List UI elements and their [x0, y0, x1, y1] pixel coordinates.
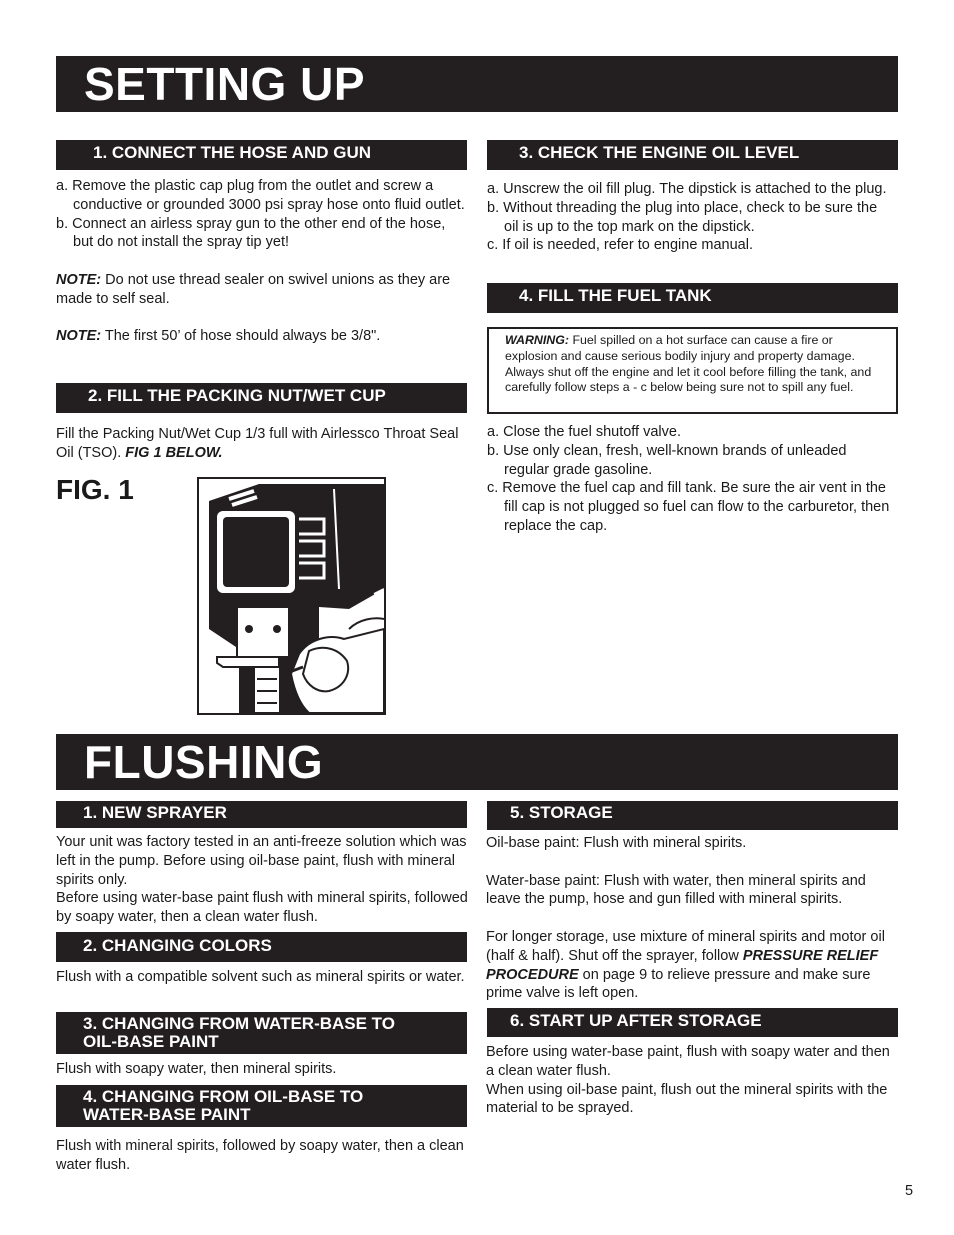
fuel-tank-body	[487, 423, 892, 536]
list-item: a. Remove the plastic cap plug from the outlet and screw a conductive or grounded 3000 psi spray hose onto fluid outlet.	[56, 178, 465, 213]
flushing-title: FLUSHING	[84, 736, 324, 788]
list-item: b. Connect an airless spray gun to the other end of the hose, but do not install the spray tip yet!	[56, 215, 446, 251]
page-number: 5	[905, 1183, 914, 1199]
engine-oil-heading: 3. CHECK THE ENGINE OIL LEVEL	[487, 140, 898, 170]
packing-nut-heading: 2. FILL THE PACKING NUT/WET CUP	[56, 383, 467, 413]
warning-label: WARNING:	[505, 333, 570, 347]
note-thread-sealer: NOTE: Do not use thread sealer on swivel unions as they are made to self seal.	[56, 271, 451, 307]
note-label: NOTE:	[56, 328, 102, 345]
setting-up-banner	[56, 56, 898, 112]
water-to-oil-body: Flush with soapy water, then mineral spirits.	[56, 1061, 337, 1077]
water-to-oil-heading: 3. CHANGING FROM WATER-BASE TO OIL-BASE PAINT	[56, 1012, 467, 1054]
fuel-warning-box	[487, 327, 898, 414]
sprayer-pump-drawing	[199, 479, 384, 713]
connect-hose-body	[56, 177, 468, 346]
list-item: c. Remove the fuel cap and fill tank. Be sure the air vent in the fill cap is not plugged so fuel can flow to the carburetor, then replace the cap.	[487, 480, 890, 534]
changing-colors-heading: 2. CHANGING COLORS	[56, 932, 467, 962]
start-up-heading: 6. START UP AFTER STORAGE	[487, 1008, 898, 1037]
storage-heading: 5. STORAGE	[487, 801, 898, 830]
connect-hose-heading: 1. CONNECT THE HOSE AND GUN	[56, 140, 467, 170]
new-sprayer-body: Your unit was factory tested in an anti-freeze solution which was left in the pump. Before using oil-base paint, flush with mineral spirits only. Before using water-base paint flush with mineral spirits, followed by soapy water, then a clean water flush.	[56, 834, 468, 926]
oil-to-water-body: Flush with mineral spirits, followed by soapy water, then a clean water flush.	[56, 1138, 464, 1173]
fig-reference: FIG 1 BELOW.	[125, 444, 223, 461]
storage-body: Oil-base paint: Flush with mineral spirits. Water-base paint: Flush with water, then mineral spirits and leave the pump, hose and gun filled with mineral spirits. For longer storage, use mixture of mineral spirits and motor oil (half & half). Shut off the sprayer, follow PRESSURE RELIEF PROCEDURE on page 9 to relieve pressure and make sure prime valve is left open.	[486, 835, 885, 1002]
wet-cup-illustration	[197, 477, 386, 715]
fig-1-label: FIG. 1	[56, 474, 134, 505]
list-item: c. If oil is needed, refer to engine manual.	[487, 237, 753, 254]
list-item: a. Close the fuel shutoff valve.	[487, 424, 681, 440]
pressure-relief-reference: PRESSURE RELIEF PROCEDURE	[486, 947, 879, 983]
packing-nut-body: Fill the Packing Nut/Wet Cup 1/3 full with Airlessco Throat Seal Oil (TSO). FIG 1 BELOW.	[56, 426, 459, 461]
flushing-banner	[56, 734, 898, 790]
new-sprayer-heading: 1. NEW SPRAYER	[56, 801, 467, 828]
warning-text: Fuel spilled on a hot surface can cause a fire or explosion and cause serious bodily injury and property damage. Always shut off the engine and let it cool before filling the tank, and carefully follow steps a - c below being sure not to spill any fuel.	[505, 333, 872, 395]
note-hose-size: NOTE: The first 50’ of hose should always be 3/8".	[56, 328, 381, 345]
note-label: NOTE:	[56, 271, 102, 288]
list-item: b. Use only clean, fresh, well-known brands of unleaded regular grade gasoline.	[487, 442, 847, 478]
engine-oil-body	[487, 180, 892, 255]
changing-colors-body: Flush with a compatible solvent such as mineral spirits or water.	[56, 969, 465, 985]
list-item: a. Unscrew the oil fill plug. The dipstick is attached to the plug.	[487, 181, 887, 197]
setting-up-title: SETTING UP	[84, 58, 366, 110]
fuel-tank-heading: 4. FILL THE FUEL TANK	[487, 283, 898, 313]
start-up-body: Before using water-base paint, flush with soapy water and then a clean water flush. When using oil-base paint, flush out the mineral spirits with the material to be sprayed.	[486, 1044, 890, 1117]
list-item: b. Without threading the plug into place, check to be sure the oil is up to the top mark on the dipstick.	[487, 199, 878, 235]
oil-to-water-heading: 4. CHANGING FROM OIL-BASE TO WATER-BASE PAINT	[56, 1085, 467, 1127]
